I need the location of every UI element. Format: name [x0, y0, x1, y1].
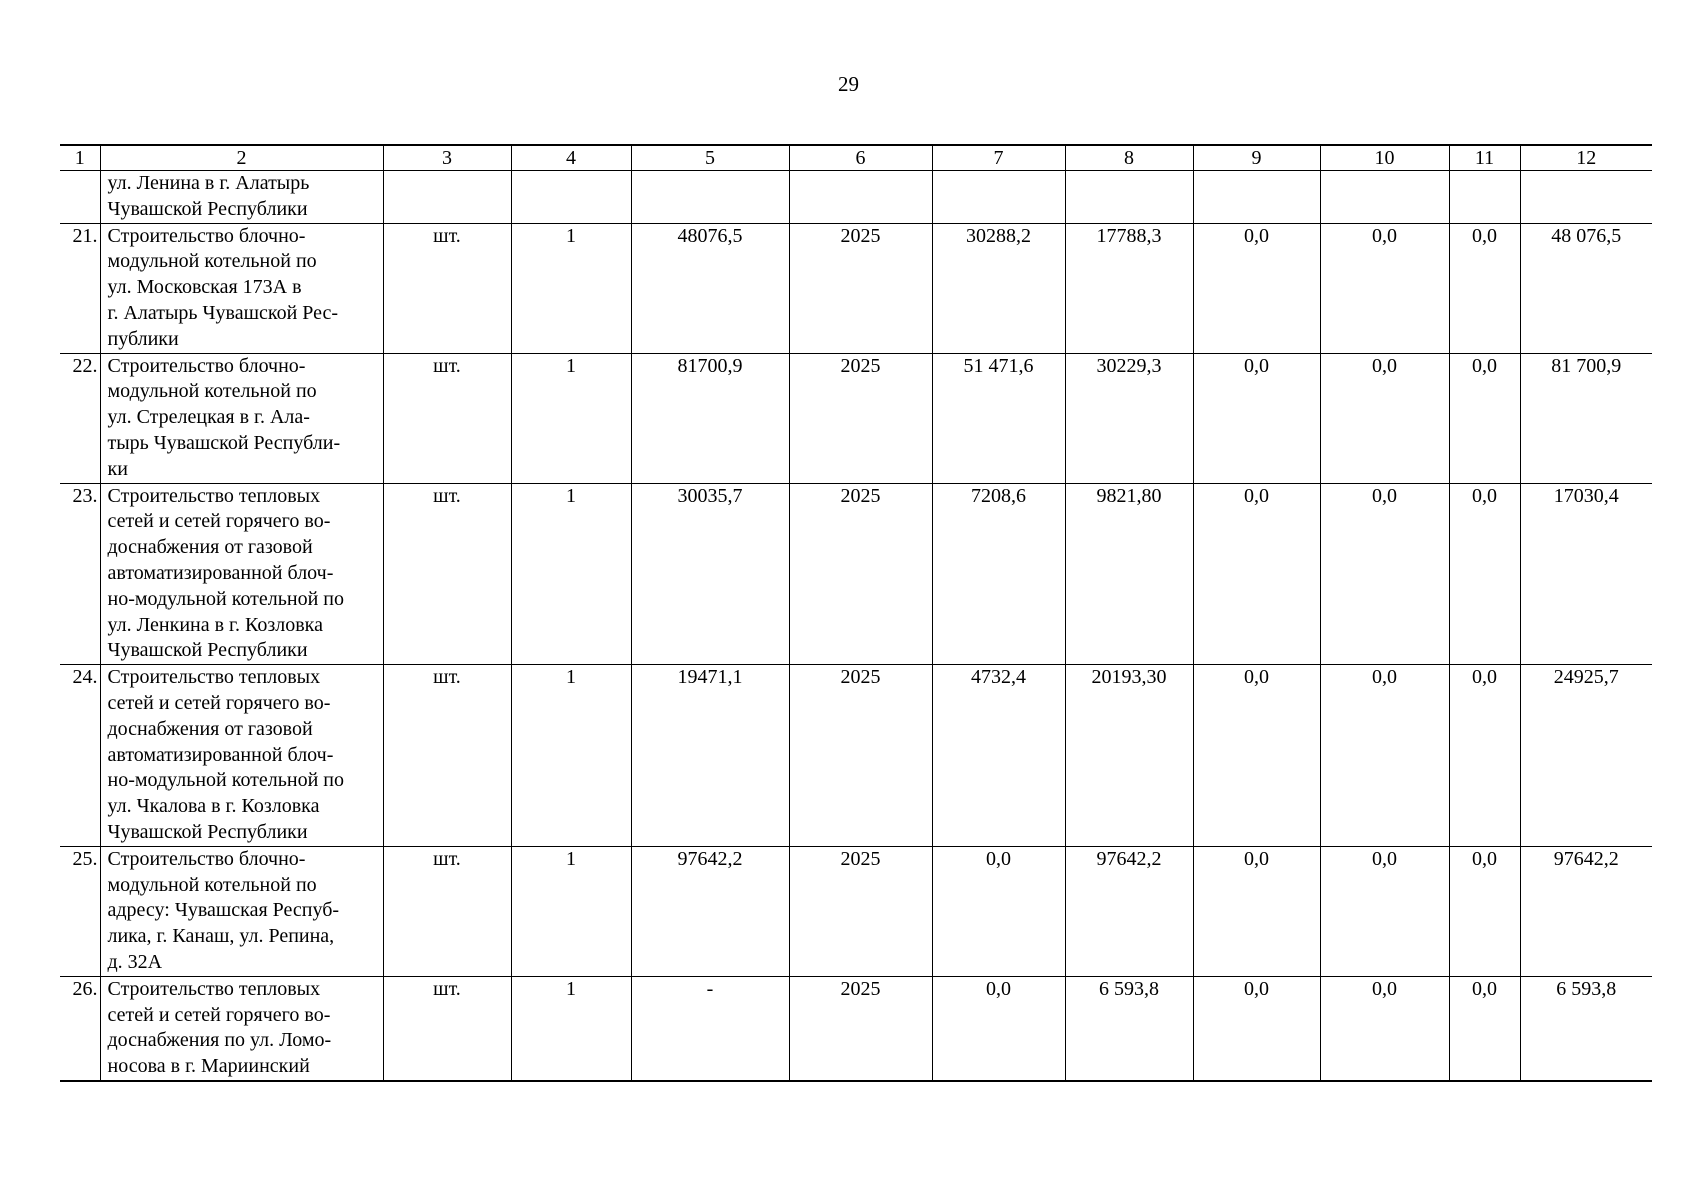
header-cell: 10: [1320, 145, 1449, 171]
table-row: [60, 846, 1652, 976]
header-cell: 4: [511, 145, 631, 171]
header-cell: 9: [1193, 145, 1320, 171]
year-cell: 2025: [789, 976, 932, 1081]
col10-cell: 0,0: [1320, 353, 1449, 483]
col8-cell: [1065, 171, 1193, 224]
header-cell: 5: [631, 145, 789, 171]
col8-cell: 17788,3: [1065, 223, 1193, 353]
col12-cell: 81 700,9: [1520, 353, 1652, 483]
header-cell: 11: [1449, 145, 1520, 171]
quantity-cell: 1: [511, 483, 631, 665]
col12-cell: 48 076,5: [1520, 223, 1652, 353]
table-row: [60, 171, 1652, 224]
header-cell: 8: [1065, 145, 1193, 171]
col10-cell: 0,0: [1320, 223, 1449, 353]
col10-cell: 0,0: [1320, 976, 1449, 1081]
col7-cell: 0,0: [932, 846, 1065, 976]
col8-cell: 9821,80: [1065, 483, 1193, 665]
quantity-cell: 1: [511, 976, 631, 1081]
col8-cell: 20193,30: [1065, 665, 1193, 847]
quantity-cell: 1: [511, 223, 631, 353]
col9-cell: [1193, 171, 1320, 224]
col12-cell: [1520, 171, 1652, 224]
object-name: Строительство тепловых сетей и сетей горячего во- доснабжения от газовой автоматизированной блоч- но-модульной котельной по ул. Ленкина в г. Козловка Чувашской Республики: [100, 483, 383, 665]
unit-cell: [383, 171, 511, 224]
row-number: 21.: [60, 223, 100, 353]
quantity-cell: 1: [511, 665, 631, 847]
col9-cell: 0,0: [1193, 976, 1320, 1081]
header-cell: 1: [60, 145, 100, 171]
col10-cell: 0,0: [1320, 665, 1449, 847]
header-cell: 12: [1520, 145, 1652, 171]
cost-cell: 81700,9: [631, 353, 789, 483]
year-cell: 2025: [789, 353, 932, 483]
col7-cell: 51 471,6: [932, 353, 1065, 483]
col9-cell: 0,0: [1193, 353, 1320, 483]
table-row: [60, 483, 1652, 665]
cost-cell: [631, 171, 789, 224]
year-cell: 2025: [789, 223, 932, 353]
col8-cell: 6 593,8: [1065, 976, 1193, 1081]
col7-cell: 0,0: [932, 976, 1065, 1081]
cost-cell: 30035,7: [631, 483, 789, 665]
col11-cell: 0,0: [1449, 353, 1520, 483]
col11-cell: 0,0: [1449, 846, 1520, 976]
table-row: [60, 353, 1652, 483]
col11-cell: 0,0: [1449, 223, 1520, 353]
quantity-cell: [511, 171, 631, 224]
col11-cell: 0,0: [1449, 976, 1520, 1081]
col7-cell: 30288,2: [932, 223, 1065, 353]
row-number: [60, 171, 100, 224]
col11-cell: 0,0: [1449, 665, 1520, 847]
col7-cell: 4732,4: [932, 665, 1065, 847]
quantity-cell: 1: [511, 353, 631, 483]
col10-cell: 0,0: [1320, 846, 1449, 976]
cost-cell: 97642,2: [631, 846, 789, 976]
cost-cell: 19471,1: [631, 665, 789, 847]
object-name: Строительство блочно- модульной котельной по адресу: Чувашская Респуб- лика, г. Канаш, ул. Репина, д. 32А: [100, 846, 383, 976]
col12-cell: 24925,7: [1520, 665, 1652, 847]
row-number: 25.: [60, 846, 100, 976]
row-number: 22.: [60, 353, 100, 483]
table-body: [60, 145, 1652, 1081]
row-number: 23.: [60, 483, 100, 665]
col8-cell: 97642,2: [1065, 846, 1193, 976]
col10-cell: 0,0: [1320, 483, 1449, 665]
year-cell: 2025: [789, 846, 932, 976]
table-header-row: [60, 145, 1652, 171]
col9-cell: 0,0: [1193, 846, 1320, 976]
col7-cell: [932, 171, 1065, 224]
unit-cell: шт.: [383, 353, 511, 483]
col11-cell: [1449, 171, 1520, 224]
unit-cell: шт.: [383, 846, 511, 976]
header-cell: 2: [100, 145, 383, 171]
object-name: Строительство тепловых сетей и сетей горячего во- доснабжения от газовой автоматизированной блоч- но-модульной котельной по ул. Чкалова в г. Козловка Чувашской Республики: [100, 665, 383, 847]
year-cell: 2025: [789, 665, 932, 847]
col12-cell: 6 593,8: [1520, 976, 1652, 1081]
header-cell: 7: [932, 145, 1065, 171]
col12-cell: 97642,2: [1520, 846, 1652, 976]
unit-cell: шт.: [383, 976, 511, 1081]
col9-cell: 0,0: [1193, 223, 1320, 353]
table-row: [60, 223, 1652, 353]
col10-cell: [1320, 171, 1449, 224]
cost-cell: -: [631, 976, 789, 1081]
header-cell: 6: [789, 145, 932, 171]
object-name: ул. Ленина в г. Алатырь Чувашской Республики: [100, 171, 383, 224]
col12-cell: 17030,4: [1520, 483, 1652, 665]
col9-cell: 0,0: [1193, 665, 1320, 847]
table-row: [60, 665, 1652, 847]
table-row: [60, 976, 1652, 1081]
row-number: 26.: [60, 976, 100, 1081]
cost-cell: 48076,5: [631, 223, 789, 353]
col8-cell: 30229,3: [1065, 353, 1193, 483]
unit-cell: шт.: [383, 665, 511, 847]
quantity-cell: 1: [511, 846, 631, 976]
object-name: Строительство блочно- модульной котельной по ул. Московская 173А в г. Алатырь Чувашской Рес- публики: [100, 223, 383, 353]
row-number: 24.: [60, 665, 100, 847]
unit-cell: шт.: [383, 483, 511, 665]
object-name: Строительство блочно- модульной котельной по ул. Стрелецкая в г. Ала- тырь Чувашской Республи- ки: [100, 353, 383, 483]
page-number: 29: [838, 72, 859, 96]
header-cell: 3: [383, 145, 511, 171]
col7-cell: 7208,6: [932, 483, 1065, 665]
object-name: Строительство тепловых сетей и сетей горячего во- доснабжения по ул. Ломо- носова в г. Мариинский: [100, 976, 383, 1081]
document-table: [60, 144, 1652, 1082]
col9-cell: 0,0: [1193, 483, 1320, 665]
year-cell: 2025: [789, 483, 932, 665]
col11-cell: 0,0: [1449, 483, 1520, 665]
unit-cell: шт.: [383, 223, 511, 353]
year-cell: [789, 171, 932, 224]
